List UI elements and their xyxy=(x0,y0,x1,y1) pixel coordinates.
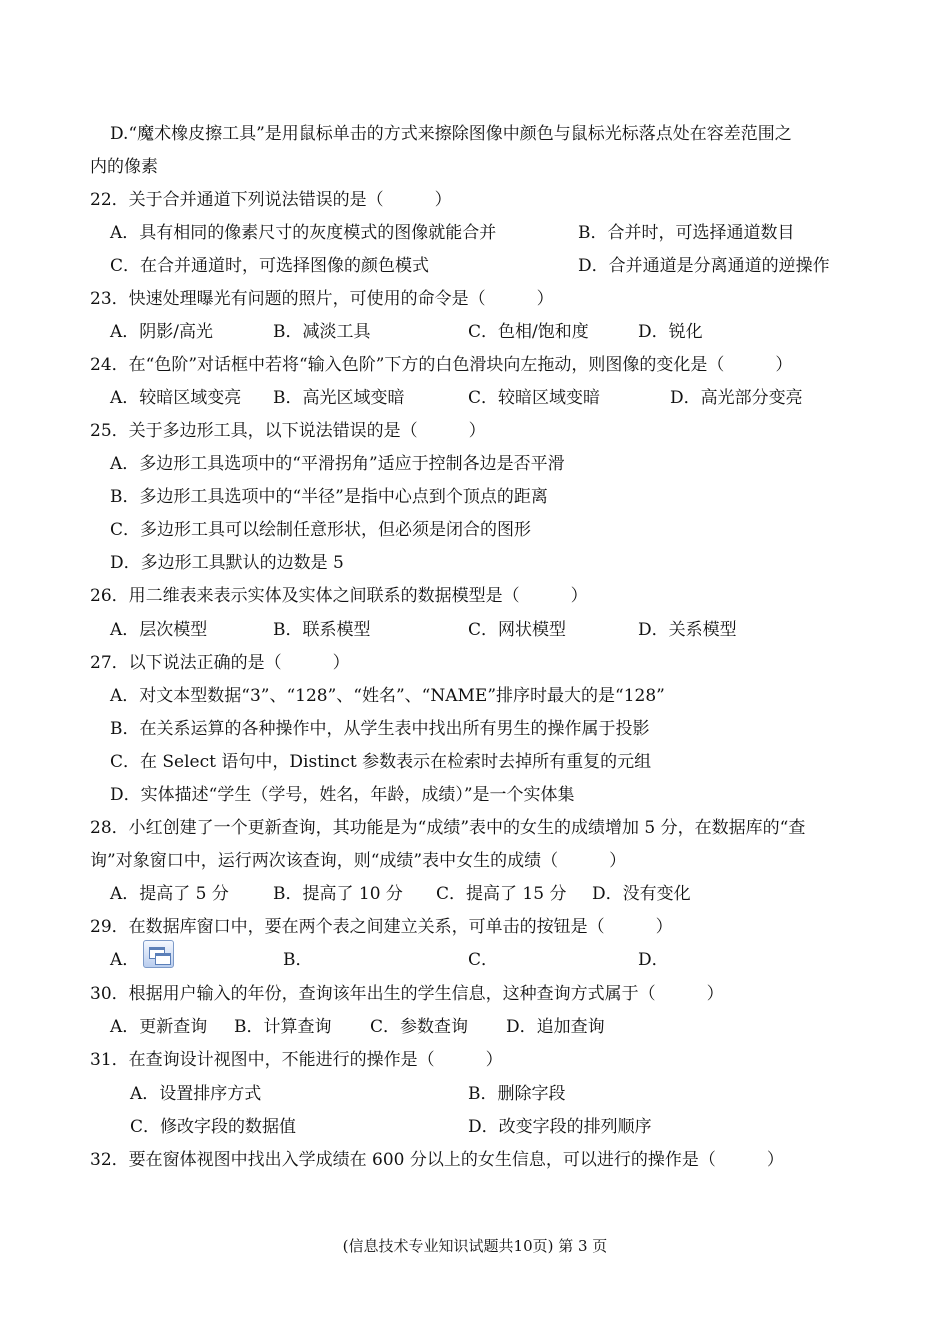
q31-option-a: A．设置排序方式 xyxy=(130,1084,262,1104)
q23-option-d: D．锐化 xyxy=(638,322,703,342)
q30-option-b: B．计算查询 xyxy=(234,1017,332,1037)
q24-stem: 24．在“色阶”对话框中若将“输入色阶”下方的白色滑块向左拖动，则图像的变化是（ ） xyxy=(90,355,793,375)
q23-option-a: A．阴影/高光 xyxy=(110,322,214,342)
q25-option-b: B．多边形工具选项中的“半径”是指中心点到个顶点的距离 xyxy=(110,487,548,507)
q27-stem: 27．以下说法正确的是（ ） xyxy=(90,653,350,673)
q22-option-b: B．合并时，可选择通道数目 xyxy=(578,223,795,243)
q21-option-d-line1: D.“魔术橡皮擦工具”是用鼠标单击的方式来擦除图像中颜色与鼠标光标落点处在容差范围之 xyxy=(110,124,792,144)
q22-option-c: C．在合并通道时，可选择图像的颜色模式 xyxy=(110,256,430,276)
q30-option-d: D．追加查询 xyxy=(506,1017,605,1037)
q28-option-d: D．没有变化 xyxy=(592,884,691,904)
q26-option-b: B．联系模型 xyxy=(273,620,371,640)
q26-option-d: D．关系模型 xyxy=(638,620,737,640)
q29-stem: 29．在数据库窗口中，要在两个表之间建立关系，可单击的按钮是（ ） xyxy=(90,917,673,937)
q24-option-d: D．高光部分变亮 xyxy=(670,388,803,408)
q27-option-d: D．实体描述“学生（学号，姓名，年龄，成绩）”是一个实体集 xyxy=(110,785,575,805)
q22-option-a: A．具有相同的像素尺寸的灰度模式的图像就能合并 xyxy=(110,223,497,243)
q25-stem: 25．关于多边形工具，以下说法错误的是（ ） xyxy=(90,421,486,441)
q28-stem-line2: 询”对象窗口中，运行两次该查询，则“成绩”表中女生的成绩（ ） xyxy=(90,851,627,871)
q31-option-d: D．改变字段的排列顺序 xyxy=(468,1117,652,1137)
q29-option-b: B． xyxy=(283,950,313,970)
q26-stem: 26．用二维表来表示实体及实体之间联系的数据模型是（ ） xyxy=(90,586,588,606)
q27-option-c: C．在 Select 语句中，Distinct 参数表示在检索时去掉所有重复的元组 xyxy=(110,752,652,772)
q22-option-d: D．合并通道是分离通道的逆操作 xyxy=(578,256,830,276)
page-footer: (信息技术专业知识试题共10页) 第 3 页 xyxy=(342,1237,608,1255)
q27-option-a: A．对文本型数据“3”、“128”、“姓名”、“NAME”排序时最大的是“128” xyxy=(110,686,665,706)
q28-stem-line1: 28．小红创建了一个更新查询，其功能是为“成绩”表中的女生的成绩增加 5 分，在数据库的“查 xyxy=(90,818,806,838)
q32-stem: 32．要在窗体视图中找出入学成绩在 600 分以上的女生信息，可以进行的操作是（ ） xyxy=(90,1150,784,1170)
q24-option-a: A．较暗区域变亮 xyxy=(110,388,242,408)
q31-stem: 31．在查询设计视图中，不能进行的操作是（ ） xyxy=(90,1050,503,1070)
q25-option-c: C．多边形工具可以绘制任意形状，但必须是闭合的图形 xyxy=(110,520,532,540)
q29-option-d: D． xyxy=(638,950,669,970)
q27-option-b: B．在关系运算的各种操作中，从学生表中找出所有男生的操作属于投影 xyxy=(110,719,650,739)
q23-stem: 23．快速处理曝光有问题的照片，可使用的命令是（ ） xyxy=(90,289,554,309)
q30-stem: 30．根据用户输入的年份，查询该年出生的学生信息，这种查询方式属于（ ） xyxy=(90,984,724,1004)
q25-option-a: A．多边形工具选项中的“平滑拐角”适应于控制各边是否平滑 xyxy=(110,454,565,474)
q29-option-c: C． xyxy=(468,950,499,970)
q29-option-a: A． xyxy=(110,950,140,970)
q31-option-c: C．修改字段的数据值 xyxy=(130,1117,297,1137)
q26-option-c: C．网状模型 xyxy=(468,620,567,640)
q24-option-c: C．较暗区域变暗 xyxy=(468,388,601,408)
q31-option-b: B．删除字段 xyxy=(468,1084,566,1104)
q22-stem: 22．关于合并通道下列说法错误的是（ ） xyxy=(90,190,452,210)
relationships-button-icon xyxy=(143,940,174,968)
q30-option-c: C．参数查询 xyxy=(370,1017,469,1037)
q25-option-d: D．多边形工具默认的边数是 5 xyxy=(110,553,344,573)
q28-option-b: B．提高了 10 分 xyxy=(273,884,403,904)
q23-option-b: B．减淡工具 xyxy=(273,322,371,342)
q28-option-c: C．提高了 15 分 xyxy=(436,884,567,904)
q28-option-a: A．提高了 5 分 xyxy=(110,884,229,904)
q23-option-c: C．色相/饱和度 xyxy=(468,322,589,342)
q21-option-d-line2: 内的像素 xyxy=(90,157,158,177)
q26-option-a: A．层次模型 xyxy=(110,620,208,640)
q30-option-a: A．更新查询 xyxy=(110,1017,208,1037)
q24-option-b: B．高光区域变暗 xyxy=(273,388,405,408)
